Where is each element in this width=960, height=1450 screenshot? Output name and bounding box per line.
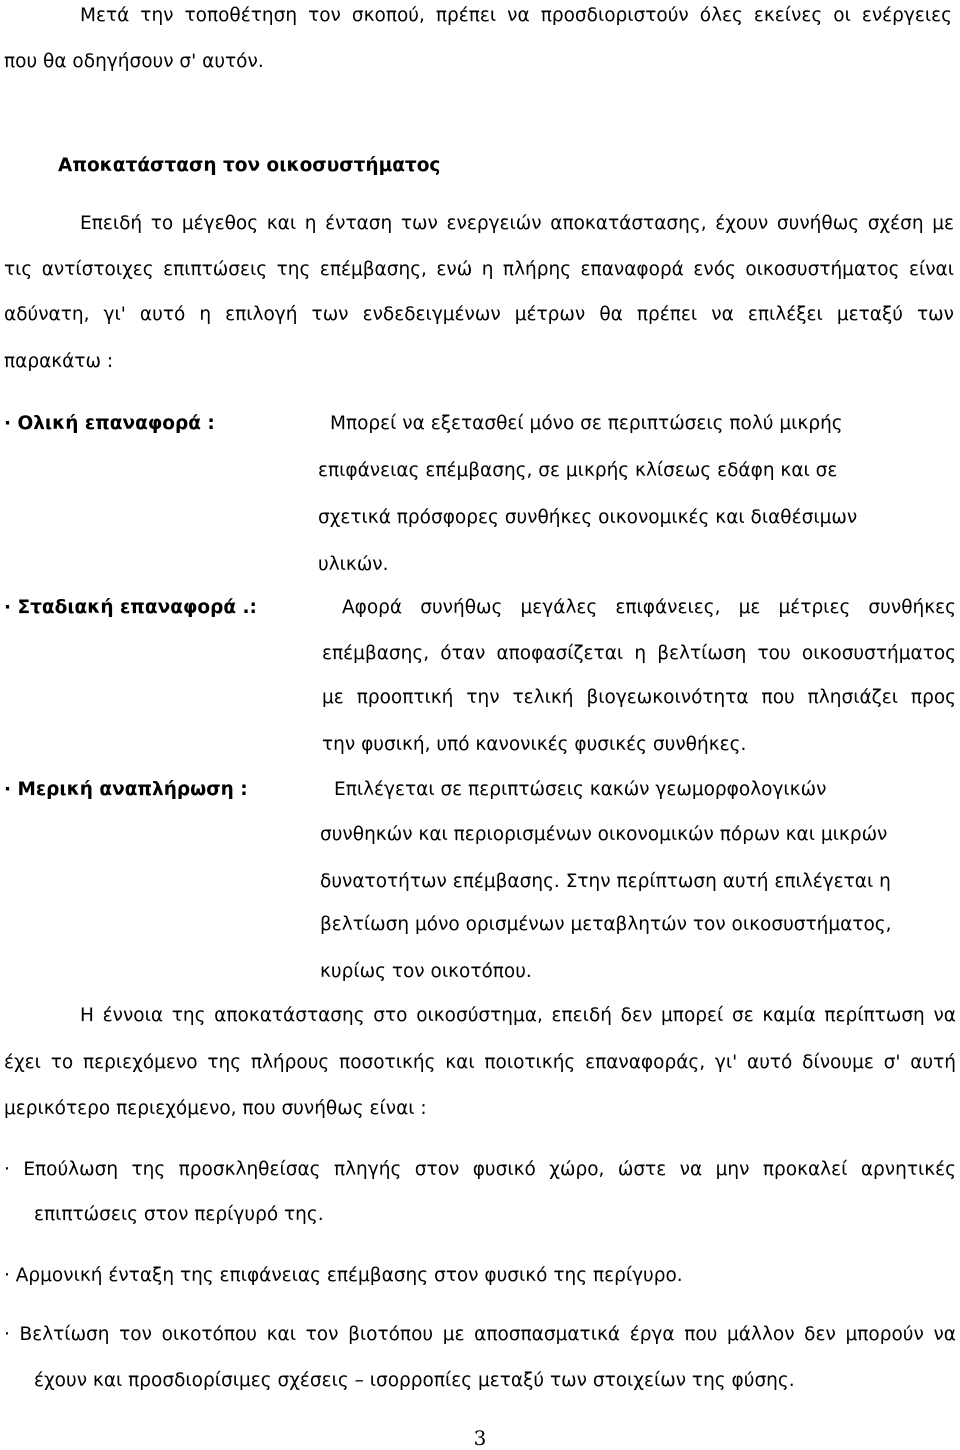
- para1-line-1: Επειδή το μέγεθος και η ένταση των ενεργειών αποκατάστασης, έχουν συνήθως σχέση με: [80, 213, 954, 234]
- option-desc-line: κυρίως τον οικοτόπου.: [320, 961, 532, 982]
- option-desc-line: επιφάνειας επέμβασης, σε μικρής κλίσεως εδάφη και σε: [318, 460, 838, 481]
- option-desc-line: υλικών.: [318, 554, 389, 575]
- para1-line-3: αδύνατη, γι' αυτό η επιλογή των ενδεδειγμένων μέτρων θα πρέπει να επιλέξει μεταξύ των: [4, 304, 954, 325]
- bullet-line: · Βελτίωση τον οικοτόπου και τον βιοτόπου με αποσπασματικά έργα που μάλλον δεν μπορούν να: [4, 1324, 956, 1345]
- para2-line-3: μερικότερο περιεχόμενο, που συνήθως είναι :: [4, 1098, 427, 1119]
- option-desc-line: Μπορεί να εξετασθεί μόνο σε περιπτώσεις πολύ μικρής: [330, 413, 843, 434]
- option-term-total-restoration: · Ολική επαναφορά :: [4, 413, 215, 434]
- bullet-line: επιπτώσεις στον περίγυρό της.: [34, 1204, 324, 1225]
- option-desc-line: με προοπτική την τελική βιογεωκοινότητα που πλησιάζει προς: [322, 687, 956, 708]
- para1-line-4: παρακάτω :: [4, 351, 114, 372]
- option-desc-line: δυνατοτήτων επέμβασης. Στην περίπτωση αυτή επιλέγεται η: [320, 871, 891, 892]
- bullet-line: · Επούλωση της προσκληθείσας πληγής στον φυσικό χώρο, ώστε να μην προκαλεί αρνητικές: [4, 1159, 956, 1180]
- option-desc-line: βελτίωση μόνο ορισμένων μεταβλητών τον οικοσυστήματος,: [320, 914, 892, 935]
- option-term-partial-replenishment: · Μερική αναπλήρωση :: [4, 779, 248, 800]
- bullet-line: έχουν και προσδιορίσιμες σχέσεις – ισορροπίες μεταξύ των στοιχείων της φύσης.: [34, 1370, 795, 1391]
- para1-line-2: τις αντίστοιχες επιπτώσεις της επέμβασης, ενώ η πλήρης επαναφορά ενός οικοσυστήματος είναι: [4, 259, 954, 280]
- option-desc-line: σχετικά πρόσφορες συνθήκες οικονομικές και διαθέσιμων: [318, 507, 858, 528]
- option-desc-line: επέμβασης, όταν αποφασίζεται η βελτίωση του οικοσυστήματος: [322, 643, 956, 664]
- option-desc-line: Αφορά συνήθως μεγάλες επιφάνειες, με μέτριες συνθήκες: [342, 597, 956, 618]
- page-number: 3: [473, 1426, 487, 1450]
- intro-line-1: Μετά την τοποθέτηση τον σκοπού, πρέπει να προσδιοριστούν όλες εκείνες οι ενέργειες: [80, 5, 952, 26]
- intro-line-2: που θα οδηγήσουν σ' αυτόν.: [4, 51, 264, 72]
- option-desc-line: την φυσική, υπό κανονικές φυσικές συνθήκες.: [322, 734, 747, 755]
- para2-line-2: έχει το περιεχόμενο της πλήρους ποσοτικής και ποιοτικής επαναφοράς, γι' αυτό δίνουμε σ' αυτή: [4, 1052, 956, 1073]
- section-heading: Αποκατάσταση τον οικοσυστήματος: [58, 155, 441, 176]
- option-term-gradual-restoration: · Σταδιακή επαναφορά .:: [4, 597, 257, 618]
- option-desc-line: Επιλέγεται σε περιπτώσεις κακών γεωμορφολογικών: [334, 779, 827, 800]
- option-desc-line: συνθηκών και περιορισμένων οικονομικών πόρων και μικρών: [320, 824, 888, 845]
- bullet-line: · Αρμονική ένταξη της επιφάνειας επέμβασης στον φυσικό της περίγυρο.: [4, 1265, 683, 1286]
- para2-line-1: Η έννοια της αποκατάστασης στο οικοσύστημα, επειδή δεν μπορεί σε καμία περίπτωση να: [80, 1005, 956, 1026]
